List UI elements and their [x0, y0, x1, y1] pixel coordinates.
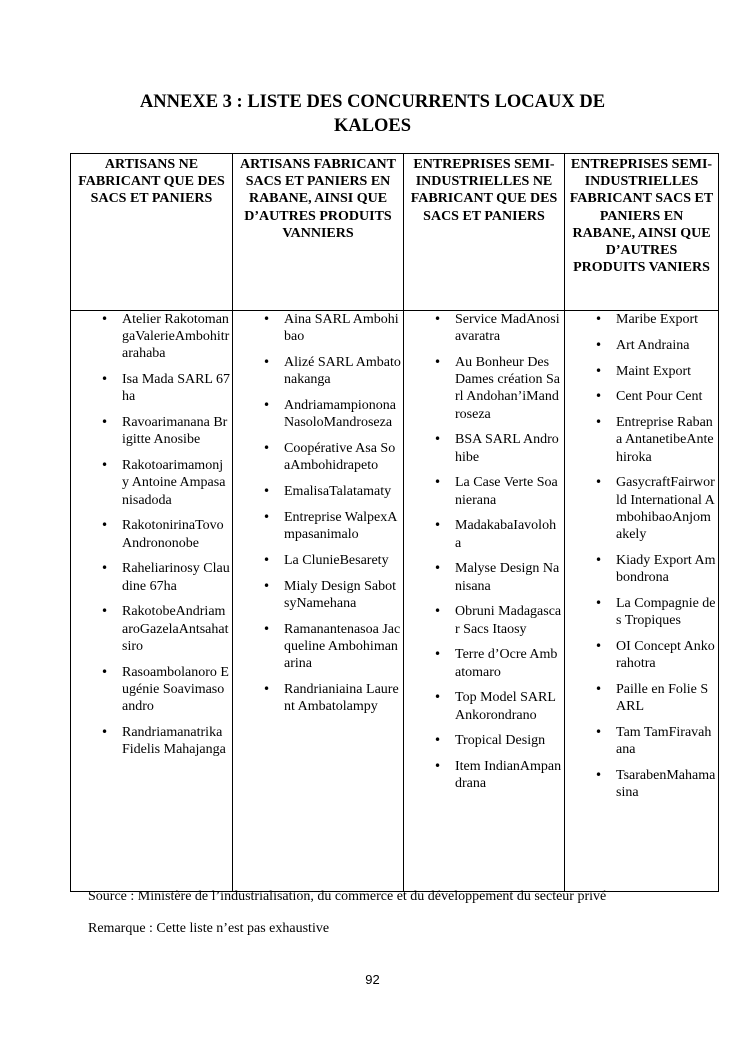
list-item: • Kiady Export Ambondrona — [565, 552, 716, 586]
page-number: 92 — [365, 972, 380, 987]
competitor-list — [71, 311, 230, 758]
header-entreprises-rabane-vaniers: ENTREPRISES SEMI-INDUSTRIELLES FABRICANT SACS ET PANIERS EN RABANE, AINSI QUE D’AUTRES PRODUITS VANIERS — [565, 154, 719, 311]
competitor-list — [404, 311, 562, 793]
list-item: • Mialy Design SabotsyNamehana — [233, 578, 401, 612]
list-item: • Maint Export — [565, 363, 716, 380]
list-item: • Cent Pour Cent — [565, 388, 716, 405]
competitor-list — [233, 311, 401, 715]
list-item: • Coopérative Asa SoaAmbohidrapeto — [233, 440, 401, 474]
list-item: • Paille en Folie SARL — [565, 681, 716, 715]
source-note: Source : Ministère de l’industrialisation, du commerce et du développement du secteur privé — [88, 889, 607, 904]
list-item: • La Case Verte Soanierana — [404, 474, 562, 508]
header-artisans-sacs-paniers: ARTISANS NE FABRICANT QUE DES SACS ET PANIERS — [71, 154, 233, 311]
remark-note: Remarque : Cette liste n’est pas exhaustive — [88, 921, 330, 936]
list-item: • Entreprise Rabana AntanetibeAntehiroka — [565, 414, 716, 466]
list-item: • OI Concept Ankorahotra — [565, 638, 716, 672]
page-title: ANNEXE 3 : LISTE DES CONCURRENTS LOCAUX DE KALOES — [139, 92, 606, 136]
list-item: • RandriamanatrikaFidelis Mahajanga — [71, 724, 230, 758]
list-item: • Maribe Export — [565, 311, 716, 328]
list-item: • La Compagnie des Tropiques — [565, 595, 716, 629]
list-item: • MadakabaIavoloha — [404, 517, 562, 551]
column-cell-2 — [233, 311, 404, 892]
list-item: • Alizé SARL Ambatonakanga — [233, 354, 401, 388]
list-item: • RakotobeAndriamaroGazelaAntsahatsiro — [71, 603, 230, 655]
header-artisans-rabane-vanniers: ARTISANS FABRICANT SACS ET PANIERS EN RABANE, AINSI QUE D’AUTRES PRODUITS VANNIERS — [233, 154, 404, 311]
list-item: • Andriamampionona NasoloMandrosezа — [233, 397, 401, 431]
list-item: • RakotonirinaTovoAndrononobe — [71, 517, 230, 551]
list-item: • TsarabenMahamasina — [565, 767, 716, 801]
list-item: • Aina SARL Ambohibao — [233, 311, 401, 345]
column-cell-4 — [565, 311, 719, 892]
list-item: • Art Andraina — [565, 337, 716, 354]
list-item: • Tropical Design — [404, 732, 562, 749]
list-item: • Ravoarimanana Brigitte Anosibe — [71, 414, 230, 448]
list-item: • La ClunieBesarety — [233, 552, 401, 569]
column-cell-3 — [404, 311, 565, 892]
list-item: • Isa Mada SARL 67ha — [71, 371, 230, 405]
list-item: • Terre d’Ocre Ambatomaro — [404, 646, 562, 680]
list-item: • Rasoambolanoro Eugénie Soavimasoandro — [71, 664, 230, 716]
list-item: • Malyse Design Nanisana — [404, 560, 562, 594]
list-item: • Raheliarinosy Claudine 67ha — [71, 560, 230, 594]
list-item: • Randrianiaina Laurent Ambatolampy — [233, 681, 401, 715]
table-header-row — [71, 154, 719, 311]
competitors-table — [70, 153, 719, 892]
competitor-list — [565, 311, 716, 801]
list-item: • Au Bonheur Des Dames création Sarl Andohan’iMandroseza — [404, 354, 562, 423]
header-entreprises-sacs-paniers: ENTREPRISES SEMI-INDUSTRIELLES NE FABRICANT QUE DES SACS ET PANIERS — [404, 154, 565, 311]
list-item: • GasycraftFairworld International AmbohibaoAnjomakely — [565, 474, 716, 543]
list-item: • Atelier RakotomangaValerieAmbohitrarahaba — [71, 311, 230, 363]
table-row — [71, 311, 719, 892]
list-item: • BSA SARL Androhibe — [404, 431, 562, 465]
list-item: • EmalisaTalatamaty — [233, 483, 401, 500]
list-item: • Top Model SARL Ankorondrano — [404, 689, 562, 723]
list-item: • Service MadAnosiavaratra — [404, 311, 562, 345]
list-item: • Item IndianAmpandrana — [404, 758, 562, 792]
column-cell-1 — [71, 311, 233, 892]
list-item: • Entreprise WalpexAmpasanimalo — [233, 509, 401, 543]
list-item: • Ramanantenasoa Jacqueline Ambohimanarina — [233, 621, 401, 673]
list-item: • Obruni Madagascar Sacs Itaosy — [404, 603, 562, 637]
list-item: • Rakotoarimamonjy Antoine Ampasanisadoda — [71, 457, 230, 509]
list-item: • Tam TamFiravahana — [565, 724, 716, 758]
